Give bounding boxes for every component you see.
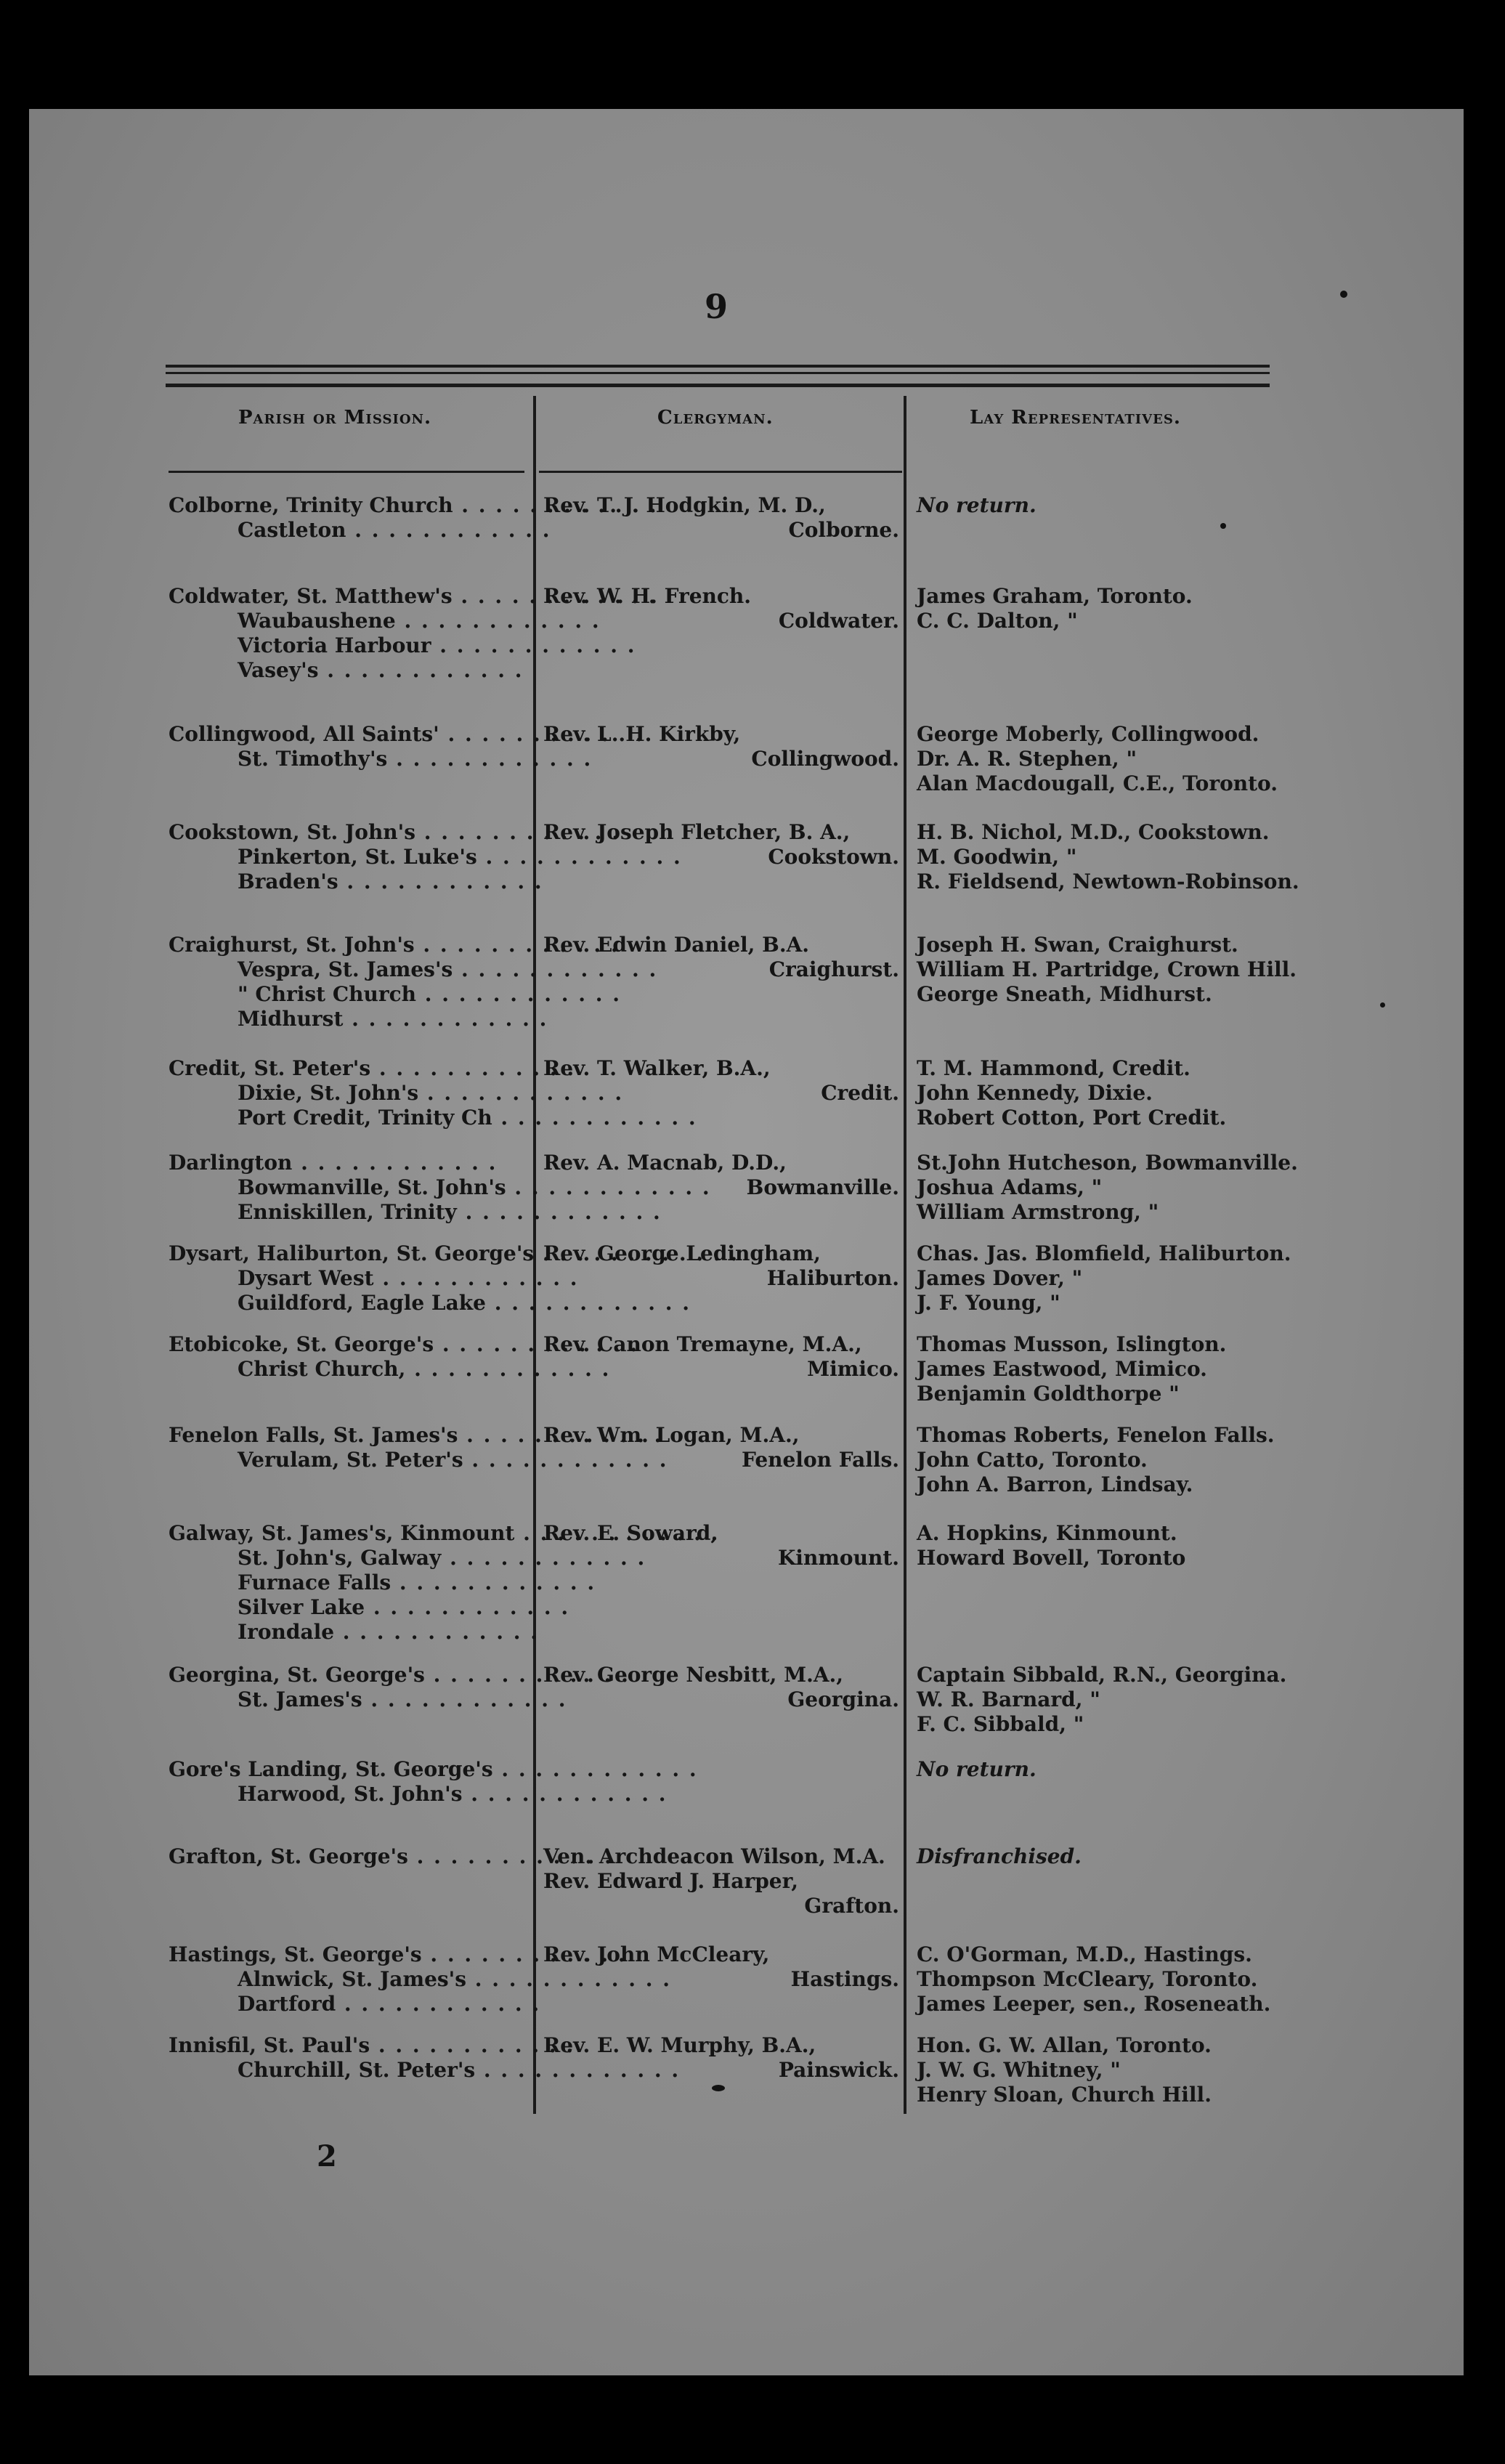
lay-representative: Thomas Roberts, Fenelon Falls. bbox=[917, 1423, 1275, 1447]
parish-sub-station: Waubaushene . . . bbox=[238, 609, 601, 633]
parish-sub-station: Furnace Falls . . . bbox=[238, 1571, 596, 1594]
clergy-location: Georgina. bbox=[787, 1687, 899, 1711]
speck bbox=[1380, 1002, 1385, 1008]
clergyman-name: Rev. A. Macnab, D.D., bbox=[543, 1151, 787, 1175]
parish-name: Fenelon Falls, St. James's . . . bbox=[169, 1424, 662, 1447]
parish-sub-station: Pinkerton, St. Luke's . . . bbox=[238, 846, 682, 869]
clergy-location: Kinmount. bbox=[777, 1546, 899, 1570]
clergy-location: Collingwood. bbox=[751, 747, 899, 771]
lay-representative: Disfranchised. bbox=[917, 1844, 1082, 1868]
header-parish: Parish or Mission. bbox=[238, 407, 432, 429]
lay-representative: Alan Macdougall, C.E., Toronto. bbox=[917, 771, 1278, 795]
header-rule bbox=[166, 384, 1270, 387]
clergy-location: Craighurst. bbox=[768, 957, 899, 981]
parish-sub-station: Braden's . . . bbox=[238, 870, 543, 893]
parish-sub-station: Castleton . . . bbox=[238, 519, 551, 542]
clergy-location: Credit. bbox=[821, 1081, 899, 1105]
clergyman-name: Rev. Edward J. Harper, bbox=[543, 1869, 799, 1893]
clergyman-name: Rev. George Ledingham, bbox=[543, 1241, 821, 1265]
parish-name: Craighurst, St. John's . . . bbox=[169, 933, 620, 957]
parish-sub-station: Alnwick, St. James's . . . bbox=[238, 1968, 671, 1991]
lay-representative: A. Hopkins, Kinmount. bbox=[917, 1521, 1177, 1545]
clergyman-name: Rev. Canon Tremayne, M.A., bbox=[543, 1332, 862, 1356]
parish-name: Innisfil, St. Paul's . . . bbox=[169, 2034, 575, 2057]
parish-sub-station: Vespra, St. James's . . . bbox=[238, 958, 657, 981]
header-underline-parish bbox=[169, 471, 524, 473]
parish-sub-station: Dartford . . . bbox=[238, 1993, 540, 2016]
clergy-location: Hastings. bbox=[790, 1967, 899, 1991]
clergyman-name: Rev. Edwin Daniel, B.A. bbox=[543, 933, 810, 957]
clergyman-name: Ven. Archdeacon Wilson, M.A. bbox=[543, 1844, 885, 1868]
parish-sub-station: Bowmanville, St. John's . . . bbox=[238, 1176, 711, 1199]
parish-sub-station: St. James's . . . bbox=[238, 1688, 567, 1711]
clergy-location: Coldwater. bbox=[778, 609, 899, 633]
parish-sub-station: Vasey's . . . bbox=[238, 659, 523, 682]
lay-representative: Henry Sloan, Church Hill. bbox=[917, 2083, 1212, 2107]
clergyman-name: Rev. Wm. Logan, M.A., bbox=[543, 1423, 800, 1447]
lay-representative: Joshua Adams, " bbox=[917, 1175, 1103, 1199]
lay-representative: James Eastwood, Mimico. bbox=[917, 1357, 1207, 1381]
clergyman-name: Rev. Joseph Fletcher, B. A., bbox=[543, 820, 851, 844]
lay-representative: No return. bbox=[917, 1757, 1037, 1781]
signature-mark: 2 bbox=[317, 2139, 337, 2173]
top-double-rule bbox=[166, 365, 1270, 368]
clergy-location: Grafton. bbox=[804, 1894, 899, 1918]
lay-representative: J. F. Young, " bbox=[917, 1291, 1060, 1315]
lay-representative: Dr. A. R. Stephen, " bbox=[917, 747, 1137, 771]
clergyman-name: Rev. John McCleary, bbox=[543, 1942, 770, 1966]
speck bbox=[1220, 523, 1226, 529]
parish-sub-station: Port Credit, Trinity Ch . . . bbox=[238, 1106, 697, 1130]
parish-sub-station: " Christ Church . . . bbox=[238, 983, 621, 1006]
parish-sub-station: Enniskillen, Trinity . . . bbox=[238, 1201, 662, 1224]
column-divider-2 bbox=[904, 396, 906, 2114]
lay-representative: John A. Barron, Lindsay. bbox=[917, 1472, 1193, 1496]
clergyman-name: Rev. T. Walker, B.A., bbox=[543, 1056, 771, 1080]
parish-sub-station: Guildford, Eagle Lake . . . bbox=[238, 1292, 691, 1315]
parish-sub-station: Harwood, St. John's . . . bbox=[238, 1783, 667, 1806]
lay-representative: C. O'Gorman, M.D., Hastings. bbox=[917, 1942, 1252, 1966]
header-lay-representatives: Lay Representatives. bbox=[970, 407, 1181, 429]
parish-name: Collingwood, All Saints' . . . bbox=[169, 723, 644, 746]
clergy-location: Cookstown. bbox=[768, 845, 899, 869]
lay-representative: R. Fieldsend, Newtown-Robinson. bbox=[917, 870, 1299, 893]
clergyman-name: Rev. T. J. Hodgkin, M. D., bbox=[543, 493, 826, 517]
lay-representative: William Armstrong, " bbox=[917, 1200, 1159, 1224]
clergyman-name: Rev. E. W. Murphy, B.A., bbox=[543, 2033, 816, 2057]
top-double-rule-2 bbox=[166, 372, 1270, 374]
parish-sub-station: Churchill, St. Peter's . . . bbox=[238, 2059, 680, 2082]
parish-name: Gore's Landing, St. George's . . . bbox=[169, 1758, 698, 1781]
page-number: 9 bbox=[705, 287, 729, 326]
lay-representative: Thomas Musson, Islington. bbox=[917, 1332, 1227, 1356]
parish-sub-station: Midhurst . . . bbox=[238, 1008, 548, 1031]
parish-sub-station: St. John's, Galway . . . bbox=[238, 1547, 646, 1570]
lay-representative: J. W. G. Whitney, " bbox=[917, 2058, 1121, 2082]
lay-representative: Captain Sibbald, R.N., Georgina. bbox=[917, 1663, 1287, 1687]
clergyman-name: Rev. W. H. French. bbox=[543, 584, 752, 608]
parish-sub-station: Irondale . . . bbox=[238, 1621, 539, 1644]
header-clergyman: Clergyman. bbox=[657, 407, 774, 429]
lay-representative: Robert Cotton, Port Credit. bbox=[917, 1106, 1227, 1130]
lay-representative: C. C. Dalton, " bbox=[917, 609, 1078, 633]
clergy-location: Haliburton. bbox=[766, 1266, 899, 1290]
lay-representative: John Kennedy, Dixie. bbox=[917, 1081, 1153, 1105]
clergy-location: Bowmanville. bbox=[746, 1175, 899, 1199]
parish-name: Darlington . . . bbox=[169, 1151, 497, 1175]
lay-representative: James Leeper, sen., Roseneath. bbox=[917, 1992, 1271, 2016]
clergy-location: Painswick. bbox=[778, 2058, 899, 2082]
parish-name: Coldwater, St. Matthew's . . . bbox=[169, 585, 657, 608]
lay-representative: Chas. Jas. Blomfield, Haliburton. bbox=[917, 1241, 1291, 1265]
lay-representative: George Moberly, Collingwood. bbox=[917, 722, 1259, 746]
lay-representative: James Graham, Toronto. bbox=[917, 584, 1193, 608]
lay-representative: T. M. Hammond, Credit. bbox=[917, 1056, 1190, 1080]
lay-representative: St.John Hutcheson, Bowmanville. bbox=[917, 1151, 1298, 1175]
clergy-location: Colborne. bbox=[788, 518, 899, 542]
speck bbox=[1340, 291, 1347, 298]
parish-name: Cookstown, St. John's . . . bbox=[169, 821, 620, 844]
parish-sub-station: Victoria Harbour . . . bbox=[238, 634, 636, 657]
header-underline-clergy bbox=[539, 471, 902, 473]
clergy-location: Fenelon Falls. bbox=[741, 1448, 899, 1472]
parish-sub-station: Christ Church, . . . bbox=[238, 1358, 610, 1381]
parish-sub-station: Silver Lake . . . bbox=[238, 1596, 569, 1619]
clergyman-name: Rev. George Nesbitt, M.A., bbox=[543, 1663, 844, 1687]
parish-name: Etobicoke, St. George's . . . bbox=[169, 1333, 638, 1356]
lay-representative: No return. bbox=[917, 493, 1037, 517]
speck bbox=[712, 2085, 725, 2091]
lay-representative: F. C. Sibbald, " bbox=[917, 1712, 1084, 1736]
parish-sub-station: Verulam, St. Peter's . . . bbox=[238, 1448, 668, 1472]
lay-representative: Hon. G. W. Allan, Toronto. bbox=[917, 2033, 1212, 2057]
lay-representative: W. R. Barnard, " bbox=[917, 1687, 1100, 1711]
lay-representative: William H. Partridge, Crown Hill. bbox=[917, 957, 1297, 981]
parish-name: Hastings, St. George's . . . bbox=[169, 1943, 627, 1966]
lay-representative: James Dover, " bbox=[917, 1266, 1083, 1290]
lay-representative: George Sneath, Midhurst. bbox=[917, 982, 1212, 1006]
parish-name: Dysart, Haliburton, St. George's . . . bbox=[169, 1242, 739, 1265]
lay-representative: Benjamin Goldthorpe " bbox=[917, 1382, 1180, 1406]
lay-representative: M. Goodwin, " bbox=[917, 845, 1077, 869]
clergy-location: Mimico. bbox=[807, 1357, 899, 1381]
lay-representative: H. B. Nichol, M.D., Cookstown. bbox=[917, 820, 1270, 844]
parish-name: Galway, St. James's, Kinmount . . . bbox=[169, 1522, 719, 1545]
lay-representative: Joseph H. Swan, Craighurst. bbox=[917, 933, 1238, 957]
lay-representative: John Catto, Toronto. bbox=[917, 1448, 1148, 1472]
clergyman-name: Rev. L. H. Kirkby, bbox=[543, 722, 741, 746]
parish-sub-station: St. Timothy's . . . bbox=[238, 747, 592, 771]
lay-representative: Howard Bovell, Toronto bbox=[917, 1546, 1186, 1570]
parish-sub-station: Dysart West . . . bbox=[238, 1267, 579, 1290]
parish-name: Colborne, Trinity Church . . . bbox=[169, 494, 658, 517]
clergyman-name: Rev. E. Soward, bbox=[543, 1521, 718, 1545]
parish-name: Grafton, St. George's . . . bbox=[169, 1845, 613, 1868]
parish-name: Credit, St. Peter's . . . bbox=[169, 1057, 575, 1080]
lay-representative: Thompson McCleary, Toronto. bbox=[917, 1967, 1258, 1991]
parish-name: Georgina, St. George's . . . bbox=[169, 1663, 630, 1687]
parish-sub-station: Dixie, St. John's . . . bbox=[238, 1082, 623, 1105]
